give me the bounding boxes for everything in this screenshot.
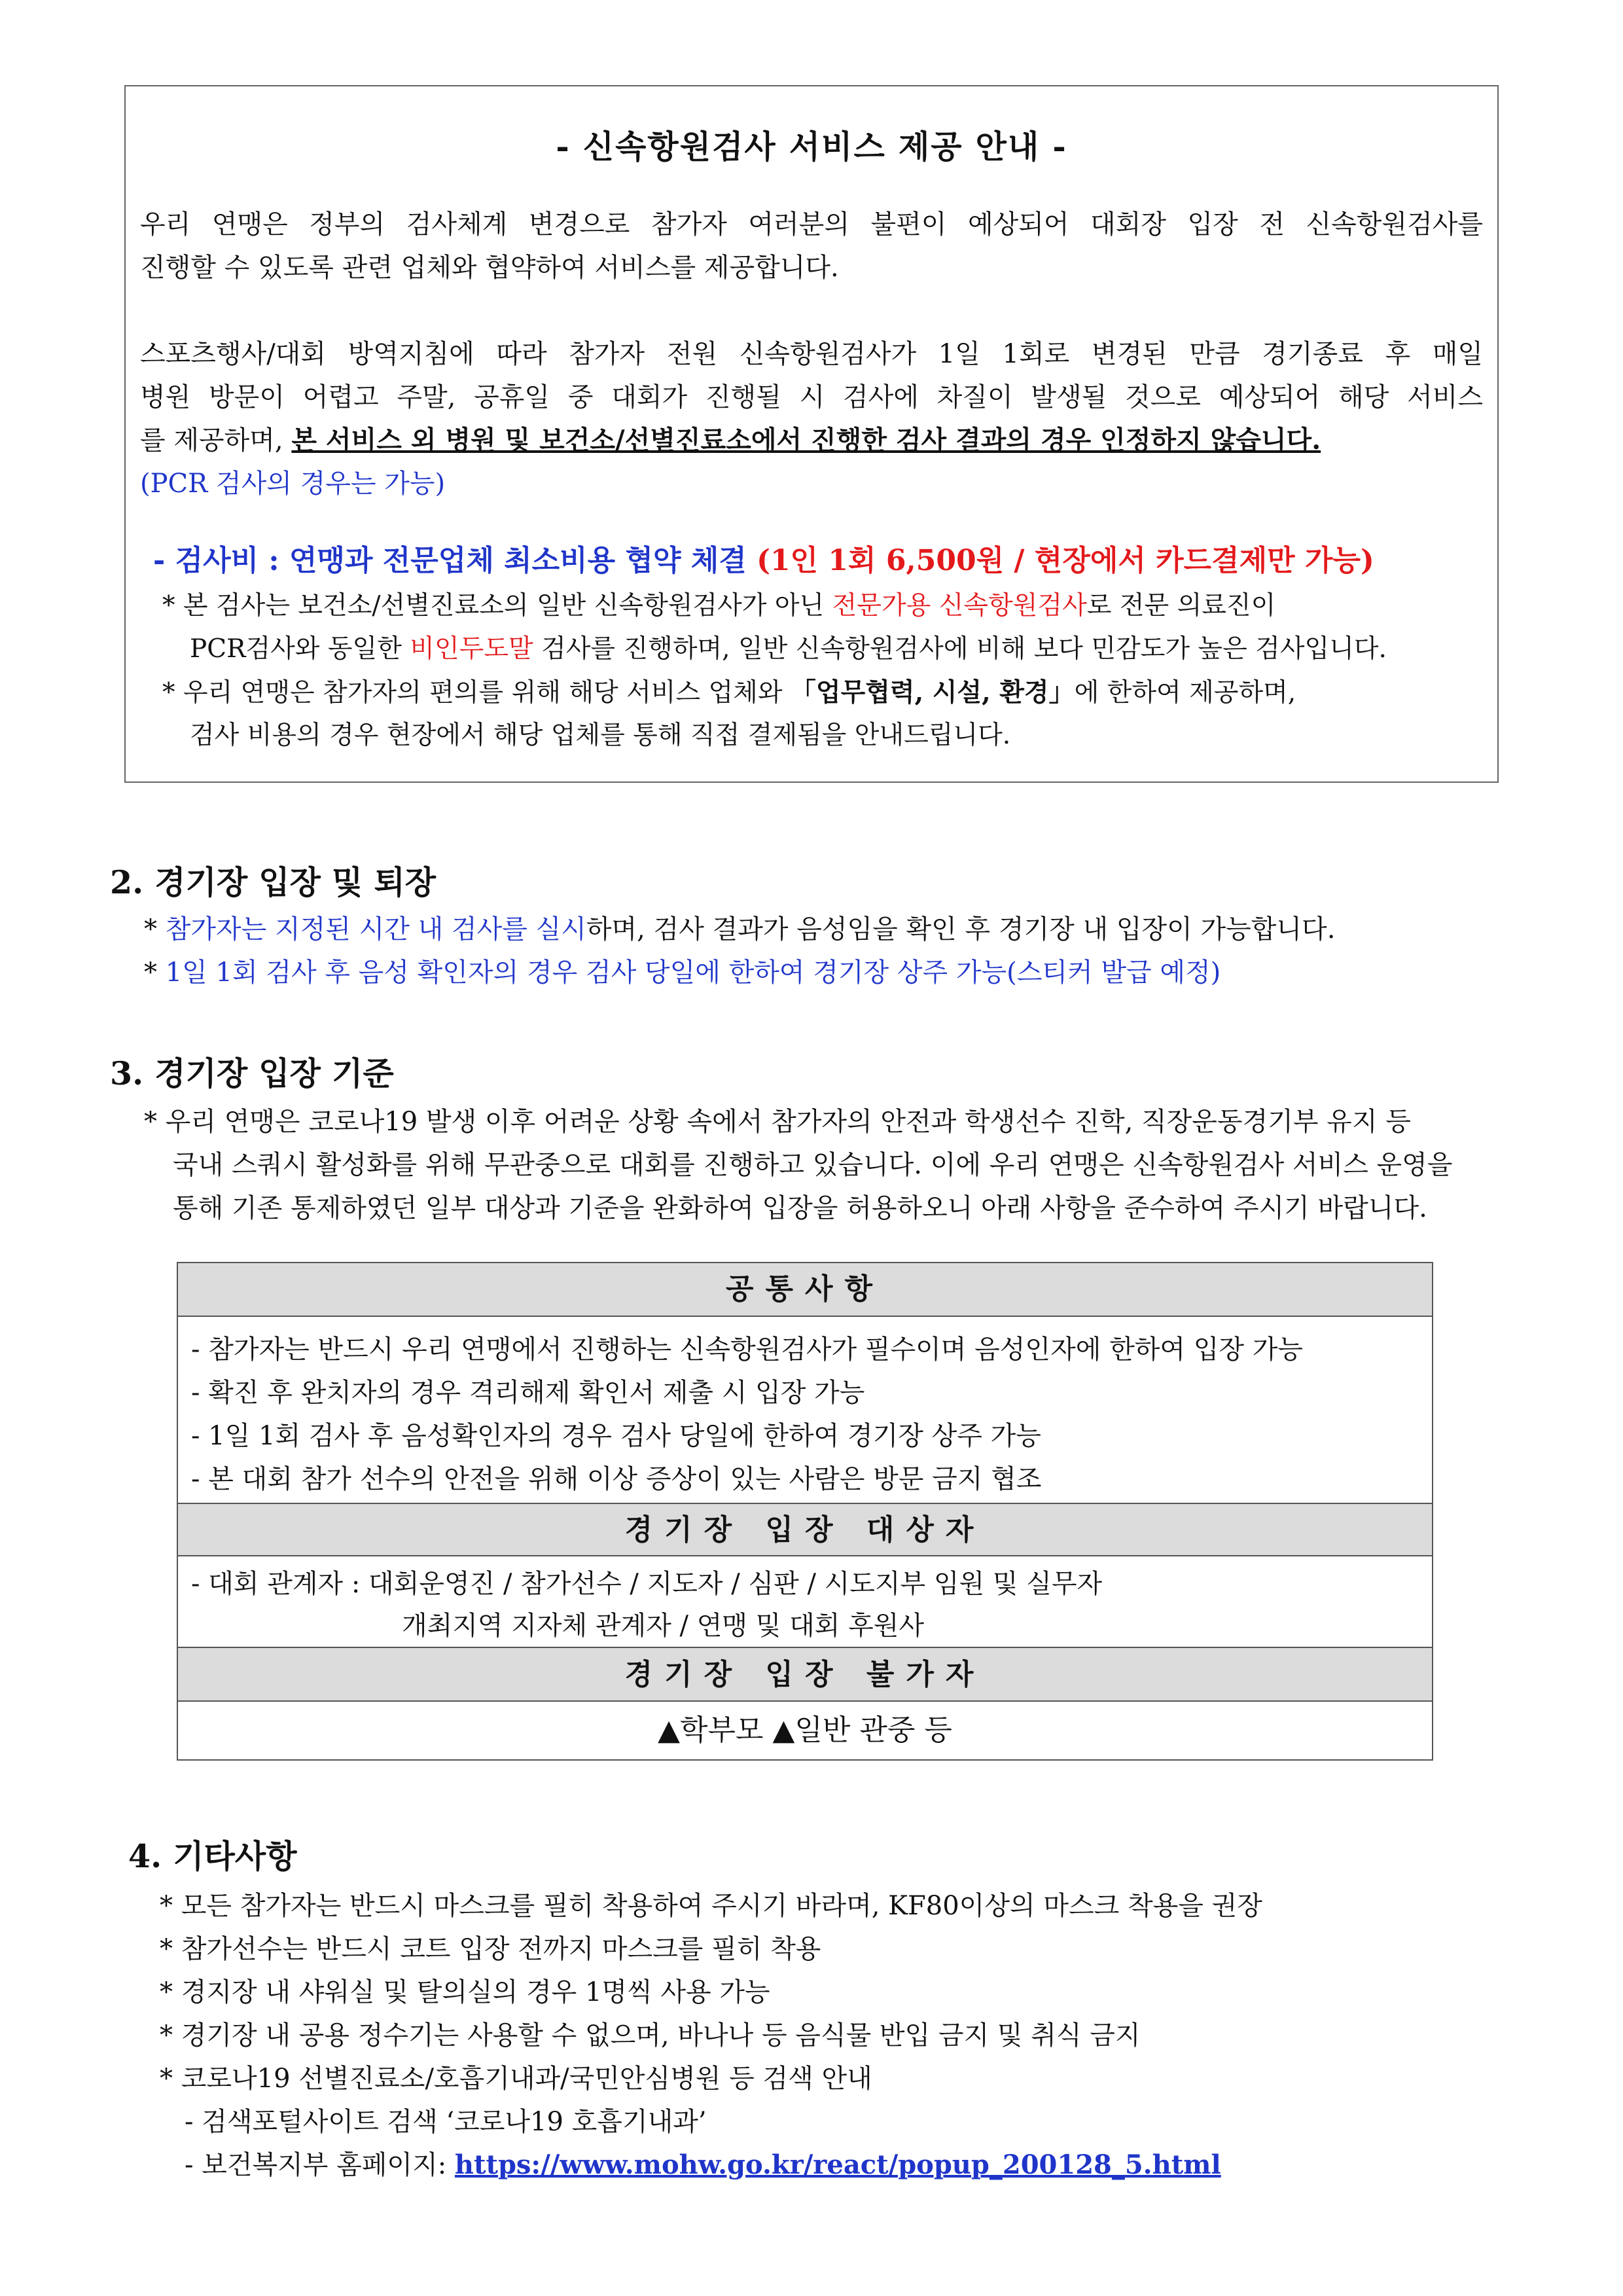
section-2-item-1-highlight: 참가자는 지정된 시간 내 검사를 실시	[165, 914, 586, 944]
notice-paragraph-2-line-2: 병원 방문이 어렵고 주말, 공휴일 중 대회가 진행될 시 검사에 차질이 발생될 것으로 예상되어 해당 서비스	[140, 382, 1483, 412]
notice-pcr-exception: (PCR 검사의 경우는 가능)	[140, 469, 446, 499]
note-text: * 우리 연맹은 참가자의 편의를 위해 해당 서비스 업체와	[162, 678, 791, 708]
entry-criteria-table	[177, 1262, 1433, 1761]
section-2-item-1	[144, 908, 1335, 946]
note-text: 로 전문 의료진이	[1086, 591, 1276, 620]
note-2-line-1	[162, 672, 1296, 714]
notice-paragraph-1-line-2: 진행할 수 있도록 관련 업체와 협약하여 서비스를 제공합니다.	[140, 253, 839, 283]
note-1-line-1	[162, 585, 1275, 627]
note-bold: 「업무협력, 시설, 환경」	[790, 677, 1075, 708]
note-highlight: 전문가용 신속항원검사	[832, 591, 1087, 620]
test-fee-label: - 검사비 : 연맹과 전문업체 최소비용 협약 체결	[153, 544, 757, 577]
section-4-sub-2	[185, 2144, 1221, 2181]
common-item: - 확진 후 완치자의 경우 격리해제 확인서 제출 시 입장 가능	[191, 1378, 865, 1408]
note-1-line-2	[190, 628, 1387, 670]
common-item: - 1일 1회 검사 후 음성확인자의 경우 검사 당일에 한하여 경기장 상주 가능	[191, 1421, 1041, 1451]
section-3-line-2: 국내 스쿼시 활성화를 위해 무관중으로 대회를 진행하고 있습니다. 이에 우리 연맹은 신속항원검사 서비스 운영을	[173, 1150, 1453, 1180]
notice-title: - 신속항원검사 서비스 제공 안내 -	[556, 128, 1067, 166]
homepage-label: - 보건복지부 홈페이지:	[185, 2150, 455, 2180]
notice-underlined-warning: 본 서비스 외 병원 및 보건소/선별진료소에서 진행한 검사 결과의 경우 인정하지 않습니다.	[291, 425, 1321, 456]
notice-paragraph-2-line-1: 스포츠행사/대회 방역지침에 따라 참가자 전원 신속항원검사가 1일 1회로 변경된 만큼 경기종료 후 매일	[140, 339, 1483, 369]
allowed-items	[178, 1555, 1432, 1647]
section-4-item: * 경지장 내 샤워실 및 탈의실의 경우 1명씩 사용 가능	[160, 1977, 770, 2007]
section-4-item: * 모든 참가자는 반드시 마스크를 필히 착용하여 주시기 바라며, KF80이상의 마스크 착용을 권장	[160, 1891, 1262, 1921]
common-item: - 본 대회 참가 선수의 안전을 위해 이상 증상이 있는 사람은 방문 금지 협조	[191, 1464, 1042, 1494]
common-items	[178, 1316, 1432, 1503]
allowed-line-2: 개최지역 지자체 관계자 / 연맹 및 대회 후원사	[402, 1611, 924, 1641]
bullet: *	[144, 914, 166, 944]
section-2-item-2	[144, 952, 1221, 989]
note-text: * 본 검사는 보건소/선별진료소의 일반 신속항원검사가 아닌	[162, 591, 832, 620]
note-text: 검사를 진행하며, 일반 신속항원검사에 비해 보다 민감도가 높은 검사입니다.	[533, 634, 1387, 664]
denied-items: ▲학부모 ▲일반 관중 등	[178, 1700, 1432, 1759]
bullet: *	[144, 958, 166, 988]
notice-paragraph-2-line-3	[140, 419, 1483, 462]
test-fee-line	[153, 537, 1374, 579]
test-fee-amount: (1인 1회 6,500원 / 현장에서 카드결제만 가능)	[757, 544, 1374, 577]
note-2-line-2: 검사 비용의 경우 현장에서 해당 업체를 통해 직접 결제됨을 안내드립니다.	[190, 721, 1011, 750]
section-3-line-3: 통해 기존 통제하였던 일부 대상과 기준을 완화하여 입장을 허용하오니 아래 사항을 준수하여 주시기 바랍니다.	[173, 1193, 1427, 1223]
common-item: - 참가자는 반드시 우리 연맹에서 진행하는 신속항원검사가 필수이며 음성인자에 한하여 입장 가능	[191, 1335, 1303, 1365]
notice-text: 를 제공하며,	[140, 425, 292, 456]
note-text: 에 한하여 제공하며,	[1074, 678, 1296, 708]
section-4-item: * 참가선수는 반드시 코트 입장 전까지 마스크를 필히 착용	[160, 1934, 821, 1964]
section-4-item: * 경기장 내 공용 정수기는 사용할 수 없으며, 바나나 등 음식물 반입 금지 및 취식 금지	[160, 2020, 1141, 2051]
rapid-test-notice-box	[124, 85, 1499, 783]
allowed-line-1: - 대회 관계자 : 대회운영진 / 참가선수 / 지도자 / 심판 / 시도지부 임원 및 실무자	[191, 1569, 1103, 1599]
allowed-header: 경기장 입장 대상자	[178, 1503, 1432, 1555]
section-4-sub-1: - 검색포털사이트 검색 ‘코로나19 호흡기내과’	[185, 2107, 707, 2137]
section-4-item: * 코로나19 선별진료소/호흡기내과/국민안심병원 등 검색 안내	[160, 2064, 872, 2094]
denied-header: 경기장 입장 불가자	[178, 1647, 1432, 1700]
note-text: PCR검사와 동일한	[190, 634, 410, 664]
notice-paragraph-1-line-1: 우리 연맹은 정부의 검사체계 변경으로 참가자 여러분의 불편이 예상되어 대회장 입장 전 신속항원검사를	[140, 209, 1483, 240]
section-4-heading: 4. 기타사항	[128, 1837, 297, 1875]
common-header: 공통사항	[178, 1263, 1432, 1316]
section-3-line-1: * 우리 연맹은 코로나19 발생 이후 어려운 상황 속에서 참가자의 안전과 학생선수 진학, 직장운동경기부 유지 등	[144, 1107, 1411, 1137]
section-2-item-1-text: 하며, 검사 결과가 음성임을 확인 후 경기장 내 입장이 가능합니다.	[586, 914, 1336, 944]
note-highlight: 비인두도말	[410, 634, 533, 664]
mohw-homepage-link[interactable]: https://www.mohw.go.kr/react/popup_200128_5.html	[454, 2149, 1221, 2180]
section-3-heading: 3. 경기장 입장 기준	[110, 1054, 394, 1092]
section-2-heading: 2. 경기장 입장 및 퇴장	[110, 863, 437, 901]
section-2-item-2-text: 1일 1회 검사 후 음성 확인자의 경우 검사 당일에 한하여 경기장 상주 가능(스티커 발급 예정)	[165, 958, 1221, 988]
